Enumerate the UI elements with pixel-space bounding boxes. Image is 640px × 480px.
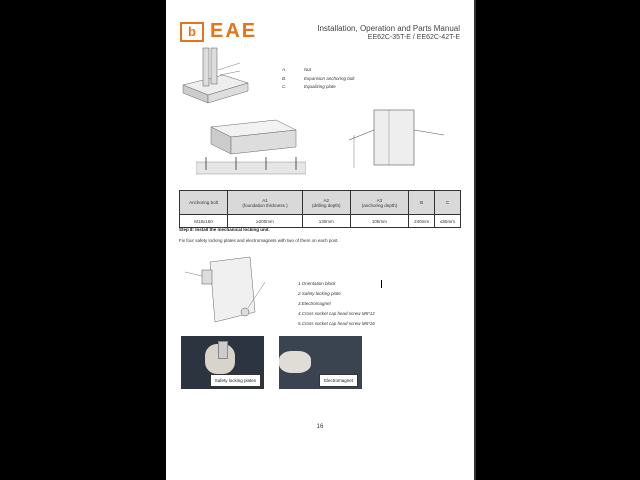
anchor-legend bbox=[282, 66, 355, 92]
table-header: C bbox=[435, 191, 461, 215]
table-header: Anchoring bolt bbox=[180, 191, 228, 215]
photo-caption: Electromagnet bbox=[319, 374, 358, 387]
manual-title: Installation, Operation and Parts Manual bbox=[317, 24, 460, 33]
anchor-spec-table bbox=[179, 190, 461, 228]
legend-item: A. Nut bbox=[282, 67, 312, 72]
photo-safety-locking-plates bbox=[181, 336, 264, 389]
step-heading: Step 8: Install the mechanical locking unit. bbox=[179, 227, 270, 232]
part-item: 3.Electromagnet bbox=[298, 301, 331, 306]
page-number: 16 bbox=[316, 424, 324, 430]
eae-logo bbox=[180, 20, 257, 43]
table-cell: ≥200mm bbox=[228, 215, 303, 228]
part-item: 2.Safety locking plate bbox=[298, 291, 341, 296]
legend-item: C. Equalizing plate bbox=[282, 84, 336, 89]
document-page bbox=[166, 0, 476, 480]
table-header: A1 (foundation thickness ) bbox=[228, 191, 303, 215]
part-item: 1.Orientation block bbox=[298, 281, 336, 286]
table-cell: 105mm bbox=[350, 215, 409, 228]
locking-unit-diagram bbox=[180, 252, 275, 332]
table-header: A2 (drilling depth) bbox=[302, 191, 350, 215]
manual-header bbox=[317, 24, 460, 42]
photo-caption: Safety locking plates bbox=[210, 374, 261, 387]
table-cell: 240mm bbox=[409, 215, 435, 228]
part-item: 4.Cross socket cap head screw M6*12 bbox=[298, 311, 375, 316]
table-cell: 130mm bbox=[302, 215, 350, 228]
manual-models: EE62C-35T-E / EE62C-42T-E bbox=[367, 34, 460, 41]
table-cell: M18x160 bbox=[180, 215, 228, 228]
logo-text: EAE bbox=[210, 20, 258, 42]
post-base-diagram bbox=[178, 45, 253, 105]
logo-mark-icon: b bbox=[180, 22, 204, 42]
part-item: 5.Cross socket cap head screw M6*16 bbox=[298, 321, 375, 326]
table-cell: ≤55mm bbox=[435, 215, 461, 228]
lift-post-diagram bbox=[344, 100, 449, 175]
step-text: Fix four safety locking plates and electromagnets with two of them on each post. bbox=[179, 238, 339, 243]
legend-item: B. Expansion anchoring bolt bbox=[282, 75, 355, 81]
photo-electromagnet bbox=[279, 336, 362, 389]
table-header: A3 (anchoring depth) bbox=[350, 191, 409, 215]
table-header: B bbox=[409, 191, 435, 215]
foundation-drilling-diagram bbox=[196, 112, 306, 184]
text-cursor bbox=[381, 280, 382, 288]
parts-list bbox=[298, 279, 375, 329]
table-row bbox=[180, 215, 461, 228]
